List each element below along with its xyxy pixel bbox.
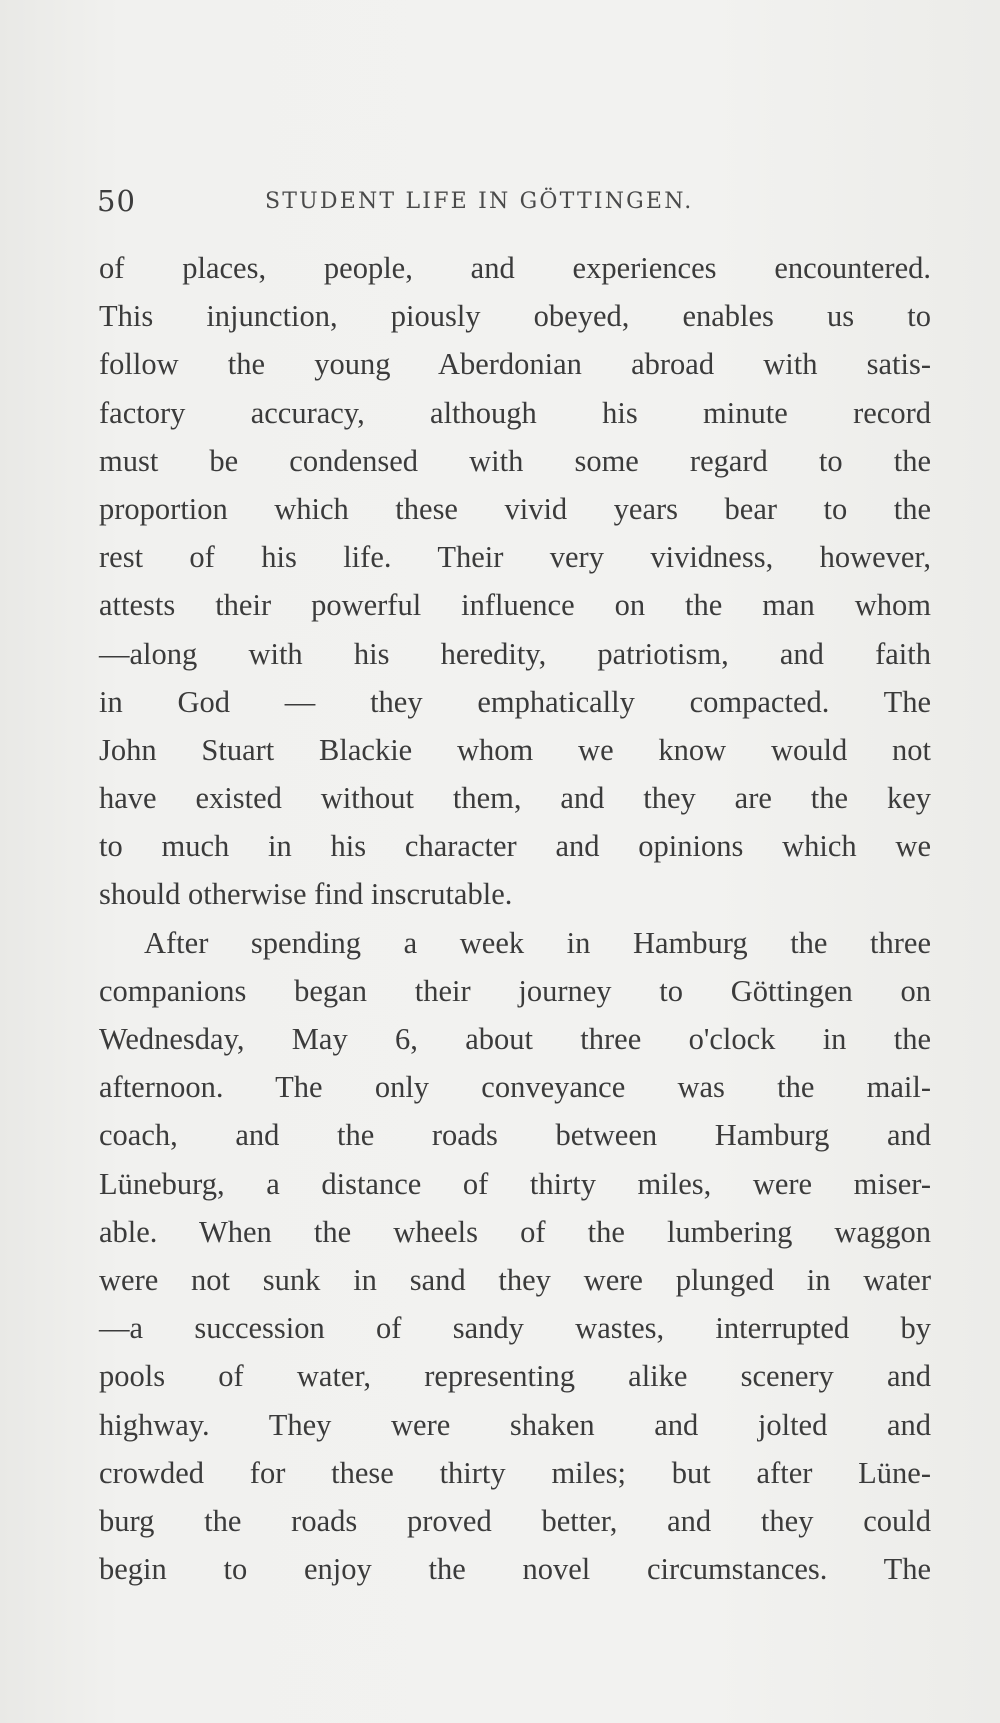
text-line: should otherwise find inscrutable. — [99, 877, 513, 912]
text-line: —a succession of sandy wastes, interrupted by — [99, 1311, 931, 1346]
text-line: follow the young Aberdonian abroad with satis- — [99, 347, 931, 382]
text-line: in God — they emphatically compacted. The — [99, 684, 931, 719]
running-title: STUDENT LIFE IN GÖTTINGEN. — [265, 189, 694, 214]
text-line: burg the roads proved better, and they could — [99, 1503, 931, 1538]
text-line: crowded for these thirty miles; but after Lüne- — [99, 1455, 931, 1490]
text-line: afternoon. The only conveyance was the mail- — [99, 1070, 931, 1105]
text-line: proportion which these vivid years bear to the — [99, 491, 931, 526]
text-line: rest of his life. Their very vividness, however, — [99, 540, 931, 575]
text-line: companions began their journey to Göttingen on — [99, 973, 931, 1008]
text-line: have existed without them, and they are the key — [99, 781, 931, 816]
text-line: factory accuracy, although his minute record — [99, 395, 931, 430]
text-line: highway. They were shaken and jolted and — [99, 1407, 931, 1442]
text-line: coach, and the roads between Hamburg and — [99, 1118, 931, 1153]
text-line: to much in his character and opinions which we — [99, 829, 931, 864]
text-line: After spending a week in Hamburg the three — [144, 925, 931, 960]
text-line: This injunction, piously obeyed, enables us to — [99, 299, 931, 334]
page-number: 50 — [97, 184, 136, 218]
text-line: of places, people, and experiences encountered. — [99, 251, 931, 285]
text-line: Wednesday, May 6, about three o'clock in the — [99, 1022, 931, 1056]
text-line: John Stuart Blackie whom we know would not — [99, 732, 931, 767]
text-line: Lüneburg, a distance of thirty miles, were miser- — [99, 1166, 931, 1201]
text-line: must be condensed with some regard to the — [99, 443, 931, 478]
body-text — [99, 244, 931, 1593]
text-line: —along with his heredity, patriotism, and faith — [99, 636, 931, 671]
text-line: pools of water, representing alike scenery and — [99, 1359, 931, 1394]
text-line: begin to enjoy the novel circumstances. The — [99, 1552, 931, 1587]
text-line: able. When the wheels of the lumbering waggon — [99, 1214, 931, 1249]
page-header — [97, 184, 927, 224]
text-line: were not sunk in sand they were plunged in water — [99, 1262, 931, 1297]
text-line: attests their powerful influence on the man whom — [99, 588, 931, 623]
